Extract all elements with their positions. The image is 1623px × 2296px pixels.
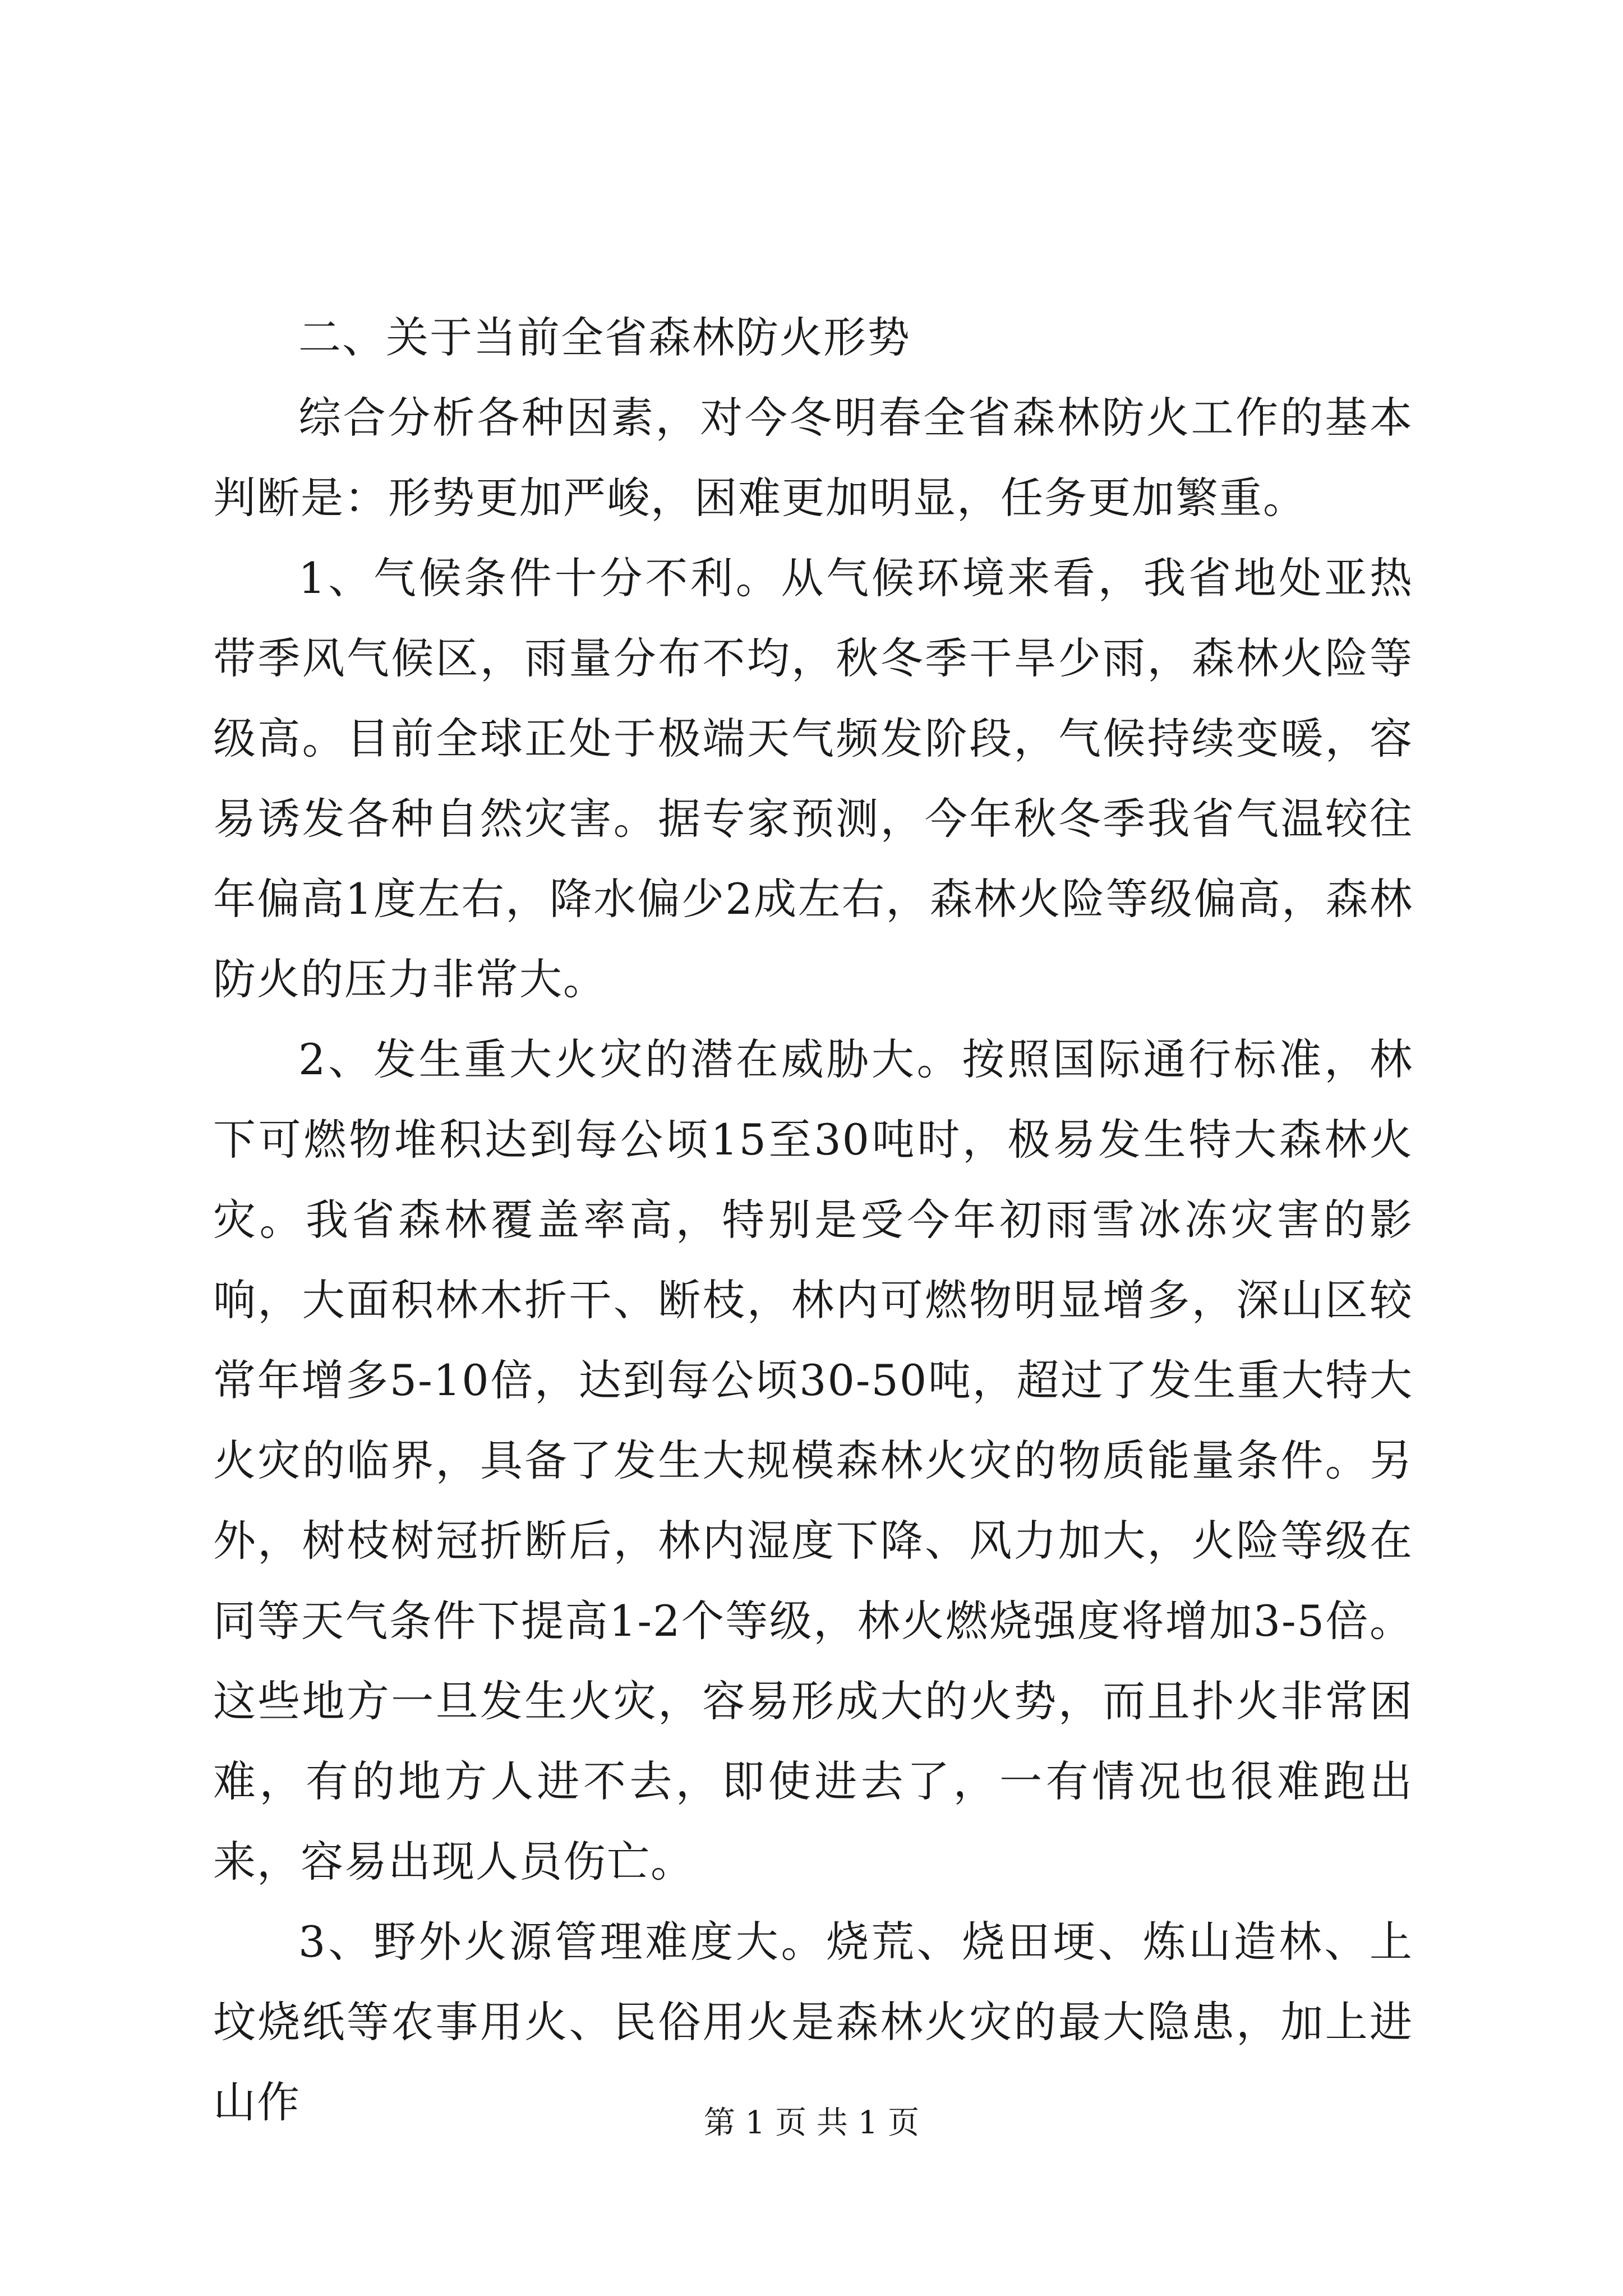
section-heading: 二、关于当前全省森林防火形势 — [298, 312, 911, 362]
page-number-label: 第 1 页 共 1 页 — [703, 2105, 920, 2141]
paragraph-fire-threat: 2、发生重大火灾的潜在威胁大。按照国际通行标准，林下可燃物堆积达到每公顷15至30吨时，极易发生特大森林火灾。我省森林覆盖率高，特别是受今年初雨雪冰冻灾害的影响，大面积林木折干、断枝，林内可燃物明显增多，深山区较常年增多5-10倍，达到每公顷30-50吨，超过了发生重大特大火灾的临界，具备了发生大规模森林火灾的物质能量条件。另外，树枝树冠折断后，林内湿度下降、风力加大，火险等级在同等天气条件下提高1-2个等级，林火燃烧强度将增加3-5倍。这些地方一旦发生火灾，容易形成大的火势，而且扑火非常困难，有的地方人进不去，即使进去了，一有情况也很难跑出来，容易出现人员伤亡。 — [213, 1034, 1413, 1887]
page-footer — [0, 2101, 1623, 2146]
paragraph-fire-source: 3、野外火源管理难度大。烧荒、烧田埂、炼山造林、上坟烧纸等农事用火、民俗用火是森林火灾的最大隐患，加上进山作 — [213, 1917, 1413, 2127]
paragraph-climate: 1、气候条件十分不利。从气候环境来看，我省地处亚热带季风气候区，雨量分布不均，秋冬季干旱少雨，森林火险等级高。目前全球正处于极端天气频发阶段，气候持续变暖，容易诱发各种自然灾害。据专家预测，今年秋冬季我省气温较往年偏高1度左右，降水偏少2成左右，森林火险等级偏高，森林防火的压力非常大。 — [213, 553, 1413, 1004]
document-body — [213, 297, 1413, 2142]
paragraph-intro: 综合分析各种因素，对今冬明春全省森林防火工作的基本判断是：形势更加严峻，困难更加明显，任务更加繁重。 — [213, 393, 1413, 523]
